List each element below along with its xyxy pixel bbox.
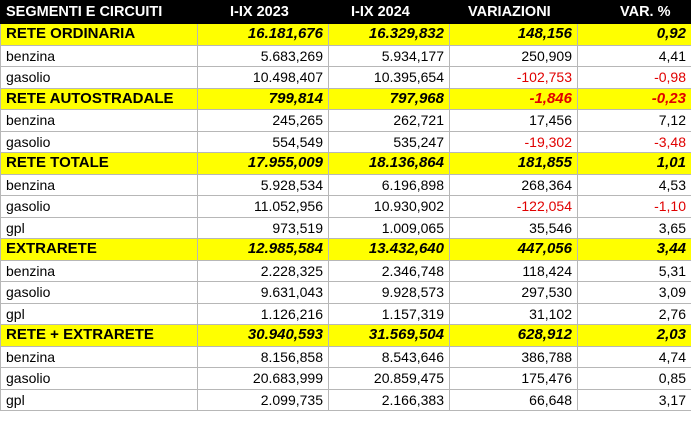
variation-pct-cell[interactable]: 3,65 bbox=[578, 217, 691, 239]
value-2024-cell[interactable]: 2.166,383 bbox=[329, 389, 450, 411]
variation-cell[interactable]: -122,054 bbox=[450, 196, 578, 218]
variation-pct-cell[interactable]: 3,44 bbox=[578, 239, 691, 261]
variation-pct-cell[interactable]: -0,98 bbox=[578, 67, 691, 89]
variation-cell[interactable]: 268,364 bbox=[450, 174, 578, 196]
variation-cell[interactable]: 118,424 bbox=[450, 260, 578, 282]
value-2024-cell[interactable]: 1.009,065 bbox=[329, 217, 450, 239]
variation-pct-cell[interactable]: 0,92 bbox=[578, 24, 691, 46]
table-row bbox=[1, 110, 691, 132]
variation-cell[interactable]: 297,530 bbox=[450, 282, 578, 304]
value-2024-cell[interactable]: 1.157,319 bbox=[329, 303, 450, 325]
value-2023-cell[interactable]: 20.683,999 bbox=[198, 368, 329, 390]
variation-pct-cell[interactable]: 3,09 bbox=[578, 282, 691, 304]
segment-cell[interactable]: RETE AUTOSTRADALE bbox=[1, 88, 198, 110]
table-row bbox=[1, 174, 691, 196]
segment-cell[interactable]: gpl bbox=[1, 217, 198, 239]
value-2024-cell[interactable]: 5.934,177 bbox=[329, 45, 450, 67]
variation-pct-cell[interactable]: 0,85 bbox=[578, 368, 691, 390]
variation-pct-cell[interactable]: -3,48 bbox=[578, 131, 691, 153]
variation-pct-cell[interactable]: 2,76 bbox=[578, 303, 691, 325]
header-2024[interactable]: I-IX 2024 bbox=[329, 1, 450, 24]
value-2023-cell[interactable]: 1.126,216 bbox=[198, 303, 329, 325]
variation-cell[interactable]: -1,846 bbox=[450, 88, 578, 110]
variation-cell[interactable]: 250,909 bbox=[450, 45, 578, 67]
value-2023-cell[interactable]: 799,814 bbox=[198, 88, 329, 110]
segment-cell[interactable]: benzina bbox=[1, 45, 198, 67]
segment-cell[interactable]: RETE TOTALE bbox=[1, 153, 198, 175]
segment-cell[interactable]: benzina bbox=[1, 346, 198, 368]
value-2024-cell[interactable]: 13.432,640 bbox=[329, 239, 450, 261]
segment-cell[interactable]: gpl bbox=[1, 389, 198, 411]
variation-pct-cell[interactable]: -1,10 bbox=[578, 196, 691, 218]
variation-pct-cell[interactable]: 1,01 bbox=[578, 153, 691, 175]
table-row bbox=[1, 260, 691, 282]
table-header bbox=[1, 1, 691, 24]
value-2023-cell[interactable]: 2.099,735 bbox=[198, 389, 329, 411]
value-2024-cell[interactable]: 797,968 bbox=[329, 88, 450, 110]
value-2024-cell[interactable]: 31.569,504 bbox=[329, 325, 450, 347]
segment-cell[interactable]: RETE ORDINARIA bbox=[1, 24, 198, 46]
value-2024-cell[interactable]: 10.930,902 bbox=[329, 196, 450, 218]
value-2023-cell[interactable]: 973,519 bbox=[198, 217, 329, 239]
value-2023-cell[interactable]: 9.631,043 bbox=[198, 282, 329, 304]
variation-pct-cell[interactable]: 3,17 bbox=[578, 389, 691, 411]
segment-cell[interactable]: gasolio bbox=[1, 368, 198, 390]
value-2023-cell[interactable]: 10.498,407 bbox=[198, 67, 329, 89]
value-2023-cell[interactable]: 5.928,534 bbox=[198, 174, 329, 196]
value-2024-cell[interactable]: 262,721 bbox=[329, 110, 450, 132]
value-2024-cell[interactable]: 2.346,748 bbox=[329, 260, 450, 282]
variation-cell[interactable]: 181,855 bbox=[450, 153, 578, 175]
variation-cell[interactable]: 148,156 bbox=[450, 24, 578, 46]
header-var-pct[interactable]: VAR. % bbox=[578, 1, 691, 24]
table-row bbox=[1, 368, 691, 390]
table-row bbox=[1, 131, 691, 153]
section-row bbox=[1, 239, 691, 261]
variation-cell[interactable]: 66,648 bbox=[450, 389, 578, 411]
variation-cell[interactable]: -19,302 bbox=[450, 131, 578, 153]
section-row bbox=[1, 325, 691, 347]
section-row bbox=[1, 153, 691, 175]
value-2024-cell[interactable]: 16.329,832 bbox=[329, 24, 450, 46]
value-2023-cell[interactable]: 5.683,269 bbox=[198, 45, 329, 67]
value-2024-cell[interactable]: 9.928,573 bbox=[329, 282, 450, 304]
segment-cell[interactable]: benzina bbox=[1, 174, 198, 196]
value-2023-cell[interactable]: 17.955,009 bbox=[198, 153, 329, 175]
variation-cell[interactable]: 628,912 bbox=[450, 325, 578, 347]
variation-cell[interactable]: 17,456 bbox=[450, 110, 578, 132]
value-2024-cell[interactable]: 8.543,646 bbox=[329, 346, 450, 368]
header-row bbox=[1, 1, 691, 24]
variation-pct-cell[interactable]: 2,03 bbox=[578, 325, 691, 347]
segment-cell[interactable]: benzina bbox=[1, 260, 198, 282]
variation-pct-cell[interactable]: 7,12 bbox=[578, 110, 691, 132]
segment-cell[interactable]: benzina bbox=[1, 110, 198, 132]
value-2024-cell[interactable]: 6.196,898 bbox=[329, 174, 450, 196]
variation-cell[interactable]: 31,102 bbox=[450, 303, 578, 325]
header-segmenti[interactable]: SEGMENTI E CIRCUITI bbox=[1, 1, 198, 24]
variation-pct-cell[interactable]: 4,53 bbox=[578, 174, 691, 196]
value-2024-cell[interactable]: 10.395,654 bbox=[329, 67, 450, 89]
table-row bbox=[1, 67, 691, 89]
value-2023-cell[interactable]: 12.985,584 bbox=[198, 239, 329, 261]
value-2024-cell[interactable]: 18.136,864 bbox=[329, 153, 450, 175]
value-2023-cell[interactable]: 554,549 bbox=[198, 131, 329, 153]
value-2023-cell[interactable]: 16.181,676 bbox=[198, 24, 329, 46]
segment-cell[interactable]: gpl bbox=[1, 303, 198, 325]
segment-cell[interactable]: gasolio bbox=[1, 282, 198, 304]
table-row bbox=[1, 389, 691, 411]
value-2023-cell[interactable]: 30.940,593 bbox=[198, 325, 329, 347]
header-2023[interactable]: I-IX 2023 bbox=[198, 1, 329, 24]
value-2024-cell[interactable]: 535,247 bbox=[329, 131, 450, 153]
segment-cell[interactable]: RETE + EXTRARETE bbox=[1, 325, 198, 347]
table-row bbox=[1, 217, 691, 239]
segment-cell[interactable]: gasolio bbox=[1, 131, 198, 153]
segment-cell[interactable]: EXTRARETE bbox=[1, 239, 198, 261]
value-2023-cell[interactable]: 245,265 bbox=[198, 110, 329, 132]
variation-pct-cell[interactable]: 4,74 bbox=[578, 346, 691, 368]
variation-cell[interactable]: 386,788 bbox=[450, 346, 578, 368]
table-row bbox=[1, 346, 691, 368]
table-body bbox=[1, 24, 691, 411]
section-row bbox=[1, 88, 691, 110]
value-2024-cell[interactable]: 20.859,475 bbox=[329, 368, 450, 390]
header-variazioni[interactable]: VARIAZIONI bbox=[450, 1, 578, 24]
variation-cell[interactable]: 447,056 bbox=[450, 239, 578, 261]
variation-pct-cell[interactable]: -0,23 bbox=[578, 88, 691, 110]
table-row bbox=[1, 303, 691, 325]
value-2023-cell[interactable]: 2.228,325 bbox=[198, 260, 329, 282]
table-row bbox=[1, 282, 691, 304]
table-row bbox=[1, 45, 691, 67]
segment-cell[interactable]: gasolio bbox=[1, 196, 198, 218]
variation-pct-cell[interactable]: 4,41 bbox=[578, 45, 691, 67]
variation-cell[interactable]: -102,753 bbox=[450, 67, 578, 89]
table-row bbox=[1, 196, 691, 218]
section-row bbox=[1, 24, 691, 46]
value-2023-cell[interactable]: 8.156,858 bbox=[198, 346, 329, 368]
variation-cell[interactable]: 175,476 bbox=[450, 368, 578, 390]
variation-cell[interactable]: 35,546 bbox=[450, 217, 578, 239]
segment-cell[interactable]: gasolio bbox=[1, 67, 198, 89]
variation-pct-cell[interactable]: 5,31 bbox=[578, 260, 691, 282]
value-2023-cell[interactable]: 11.052,956 bbox=[198, 196, 329, 218]
